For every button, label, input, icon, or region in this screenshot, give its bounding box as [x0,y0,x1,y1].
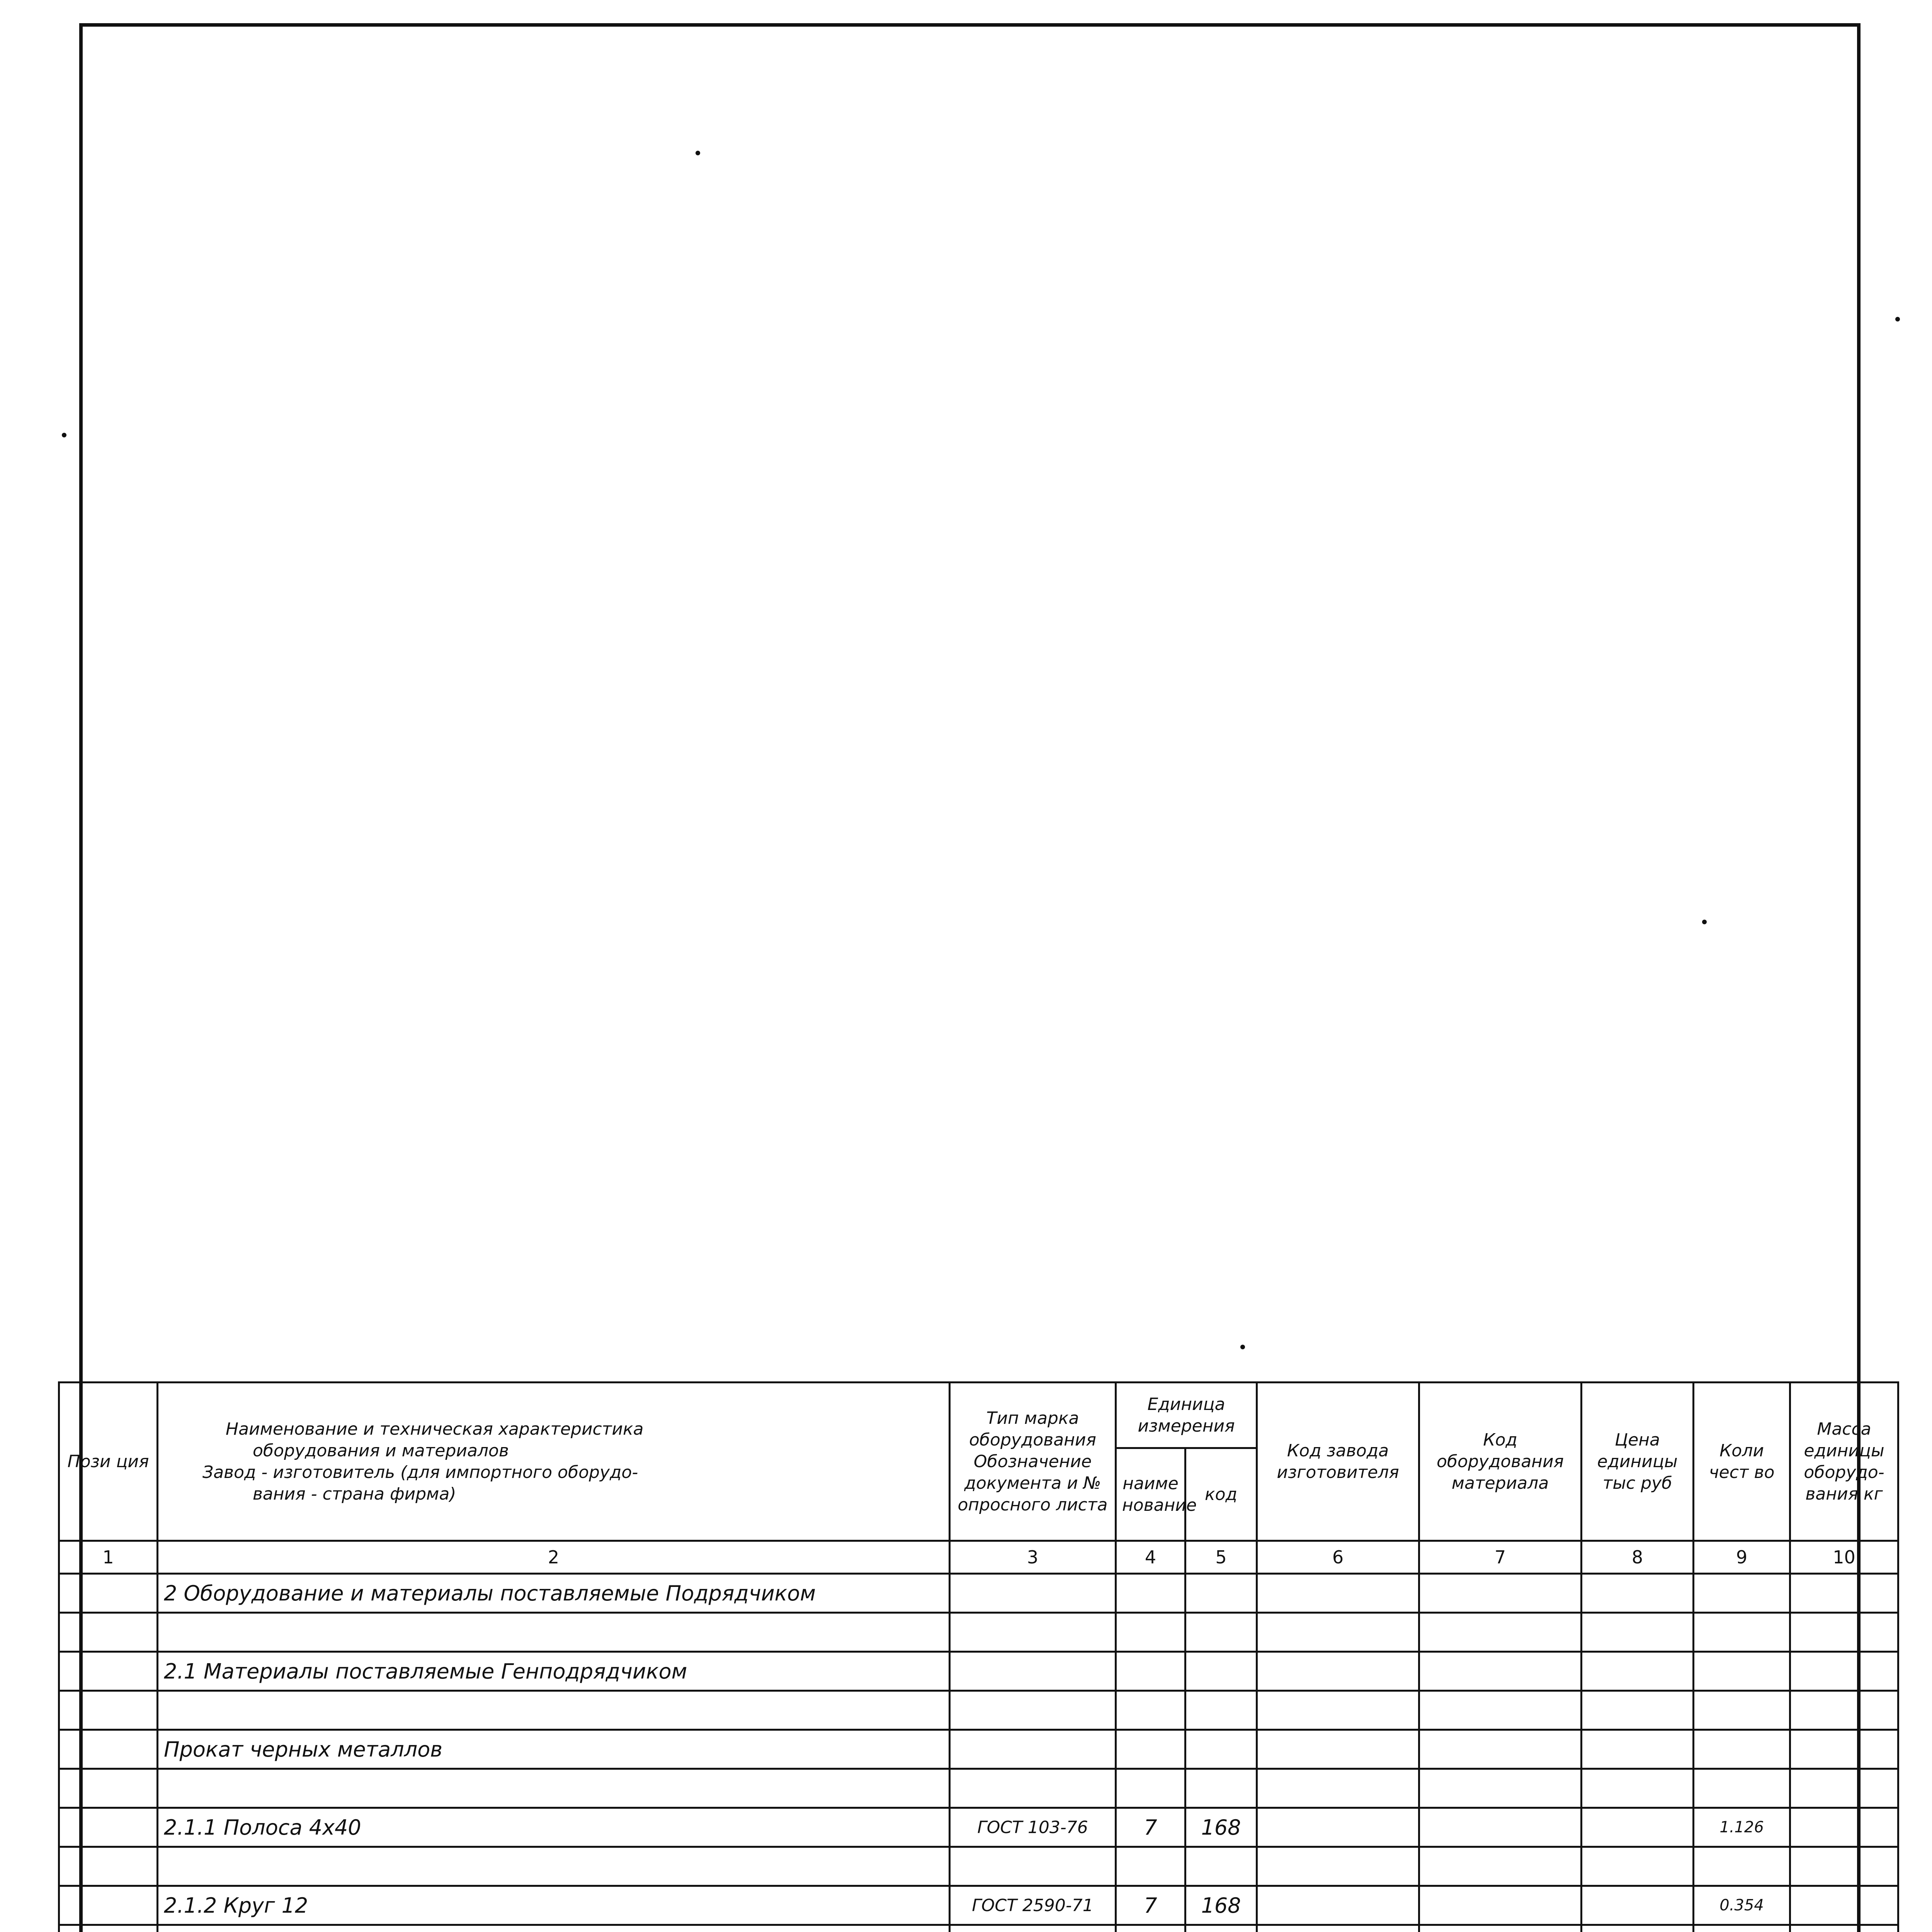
cell-c7 [1419,1730,1582,1769]
cell-c8 [1582,1925,1694,1932]
column-number: 7 [1419,1541,1582,1574]
cell-c5 [1185,1574,1257,1613]
scan-speck [1895,317,1900,321]
header-unit-group: Единица измерения [1116,1383,1257,1448]
cell-c7 [1419,1691,1582,1730]
cell-c1 [59,1769,158,1808]
cell-c7 [1419,1613,1582,1652]
cell-c1 [59,1574,158,1613]
cell-c6 [1257,1886,1419,1925]
cell-c1 [59,1652,158,1691]
specification-table [58,1381,1899,1932]
header-type-doc: Тип марка оборудования Обозначение документа и № опросного листа [950,1383,1116,1541]
cell-c4 [1116,1730,1185,1769]
cell-c9 [1694,1613,1790,1652]
column-number: 8 [1582,1541,1694,1574]
cell-c9 [1694,1847,1790,1886]
cell-c3: ГОСТ 2590-71 [950,1886,1116,1925]
cell-c7 [1419,1925,1582,1932]
cell-c10 [1790,1847,1898,1886]
cell-c3 [950,1613,1116,1652]
table-row [59,1691,1898,1730]
cell-c1 [59,1613,158,1652]
header-name: Наименование и техническая характеристика оборудования и материалов Завод - изготовитель (для импортного оборудо- вания - страна фирма) [158,1383,950,1541]
cell-c2: 2.1.1 Полоса 4х40 [158,1808,950,1847]
specification-sheet [58,1381,1897,1932]
column-number: 1 [59,1541,158,1574]
header-price: Цена единицы тыс руб [1582,1383,1694,1541]
header-plant-code: Код завода изготовителя [1257,1383,1419,1541]
column-number: 4 [1116,1541,1185,1574]
table-row [59,1769,1898,1808]
cell-c7 [1419,1574,1582,1613]
cell-c5 [1185,1925,1257,1932]
header-quantity: Коли чест во [1694,1383,1790,1541]
cell-c8 [1582,1769,1694,1808]
cell-c8 [1582,1574,1694,1613]
cell-c7 [1419,1769,1582,1808]
cell-c3 [950,1574,1116,1613]
cell-c6 [1257,1730,1419,1769]
cell-c3 [950,1652,1116,1691]
table-row [59,1808,1898,1847]
cell-c10 [1790,1652,1898,1691]
cell-c2 [158,1613,950,1652]
cell-c3 [950,1769,1116,1808]
cell-c10 [1790,1925,1898,1932]
column-number: 9 [1694,1541,1790,1574]
cell-c9 [1694,1925,1790,1932]
cell-c5 [1185,1769,1257,1808]
cell-c8 [1582,1652,1694,1691]
cell-c9: 0.354 [1694,1886,1790,1925]
cell-c7 [1419,1808,1582,1847]
cell-c5: 168 [1185,1808,1257,1847]
cell-c3 [950,1691,1116,1730]
cell-c1 [59,1808,158,1847]
cell-c3 [950,1925,1116,1932]
cell-c6 [1257,1925,1419,1932]
cell-c4 [1116,1574,1185,1613]
cell-c4 [1116,1652,1185,1691]
table-body [59,1574,1898,1932]
column-number: 3 [950,1541,1116,1574]
cell-c2 [158,1925,950,1932]
cell-c9 [1694,1730,1790,1769]
cell-c10 [1790,1613,1898,1652]
cell-c9 [1694,1769,1790,1808]
table-row [59,1925,1898,1932]
column-number: 5 [1185,1541,1257,1574]
cell-c8 [1582,1808,1694,1847]
cell-c2: 2.1.2 Круг 12 [158,1886,950,1925]
cell-c9 [1694,1574,1790,1613]
cell-c3 [950,1730,1116,1769]
cell-c5: 168 [1185,1886,1257,1925]
cell-c9 [1694,1691,1790,1730]
cell-c7 [1419,1652,1582,1691]
cell-c6 [1257,1613,1419,1652]
cell-c2: 2.1 Материалы поставляемые Генподрядчиком [158,1652,950,1691]
header-equipment-code: Код оборудования материала [1419,1383,1582,1541]
cell-c1 [59,1691,158,1730]
column-number: 10 [1790,1541,1898,1574]
cell-c8 [1582,1886,1694,1925]
cell-c8 [1582,1847,1694,1886]
cell-c1 [59,1886,158,1925]
cell-c7 [1419,1886,1582,1925]
cell-c3 [950,1847,1116,1886]
scan-speck [62,433,66,437]
header-unit-code: код [1185,1448,1257,1541]
cell-c6 [1257,1769,1419,1808]
cell-c2: Прокат черных металлов [158,1730,950,1769]
table-row [59,1652,1898,1691]
cell-c1 [59,1925,158,1932]
cell-c5 [1185,1652,1257,1691]
cell-c4: 7 [1116,1886,1185,1925]
cell-c5 [1185,1691,1257,1730]
cell-c10 [1790,1886,1898,1925]
cell-c8 [1582,1691,1694,1730]
cell-c4 [1116,1847,1185,1886]
cell-c5 [1185,1730,1257,1769]
header-unit-name: наиме нование [1116,1448,1185,1541]
cell-c9: 1.126 [1694,1808,1790,1847]
cell-c6 [1257,1847,1419,1886]
cell-c2 [158,1769,950,1808]
cell-c8 [1582,1730,1694,1769]
table-row [59,1886,1898,1925]
cell-c10 [1790,1691,1898,1730]
cell-c4: 7 [1116,1808,1185,1847]
cell-c5 [1185,1613,1257,1652]
cell-c2: 2 Оборудование и материалы поставляемые Подрядчиком [158,1574,950,1613]
cell-c5 [1185,1847,1257,1886]
cell-c10 [1790,1808,1898,1847]
column-number: 6 [1257,1541,1419,1574]
scan-speck [696,151,700,155]
cell-c6 [1257,1691,1419,1730]
scan-speck [1240,1345,1245,1349]
cell-c7 [1419,1847,1582,1886]
cell-c6 [1257,1652,1419,1691]
header-mass: Масса единицы оборудо- вания кг [1790,1383,1898,1541]
cell-c2 [158,1691,950,1730]
table-row [59,1613,1898,1652]
column-number-row [59,1541,1898,1574]
header-position: Пози ция [59,1383,158,1541]
table-row [59,1730,1898,1769]
cell-c3: ГОСТ 103-76 [950,1808,1116,1847]
cell-c4 [1116,1769,1185,1808]
cell-c1 [59,1847,158,1886]
scan-speck [1702,920,1707,924]
cell-c10 [1790,1574,1898,1613]
cell-c10 [1790,1730,1898,1769]
cell-c2 [158,1847,950,1886]
table-row [59,1847,1898,1886]
cell-c6 [1257,1808,1419,1847]
cell-c4 [1116,1613,1185,1652]
cell-c4 [1116,1925,1185,1932]
cell-c6 [1257,1574,1419,1613]
column-number: 2 [158,1541,950,1574]
cell-c9 [1694,1652,1790,1691]
table-row [59,1574,1898,1613]
cell-c4 [1116,1691,1185,1730]
cell-c10 [1790,1769,1898,1808]
cell-c1 [59,1730,158,1769]
cell-c8 [1582,1613,1694,1652]
